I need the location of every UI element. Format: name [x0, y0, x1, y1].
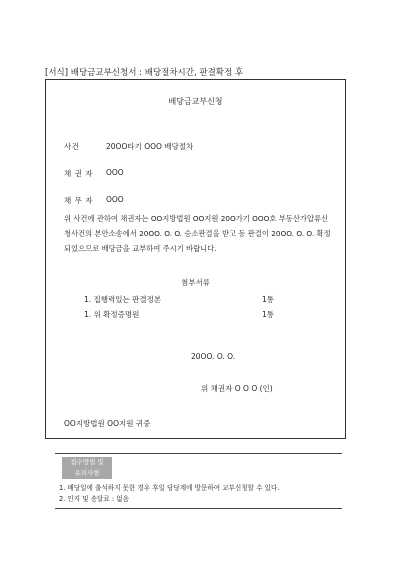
attachment-count: 1통	[261, 310, 274, 319]
attachment-item	[84, 294, 274, 305]
notes-item: 1. 배당일에 출석하지 못한 경우 후일 담당계에 방문하여 교부신청할 수 있다.	[59, 484, 280, 492]
attachment-item	[84, 309, 274, 320]
form-header: [서식] 배당금교부신청서 : 배당절차시간, 판결확정 후	[45, 68, 244, 78]
request-body-text: 위 사건에 관하여 채권자는 OO지방법원 OO지원 20O가기 OOO호 부동산가압류신청사건의 본안소송에서 20OO. O. O. 승소판결을 받고 동 판결이 20OO. O. O. 확정되었으므로 배당금을 교부하여 주시기 바랍니다.	[64, 214, 331, 253]
case-label: 사건	[64, 142, 80, 151]
case-value: 20OO타기 OOO 배당절차	[106, 142, 194, 151]
notes-heading-line: 접수방법 및	[70, 458, 104, 466]
document-title: 배당금교부신청	[168, 97, 223, 106]
attachment-label: 1. 위 확정증명원	[84, 310, 140, 319]
attachments-title: 첨부서류	[181, 278, 210, 287]
signature-line: 위 채권자 O O O (인)	[201, 384, 273, 393]
filing-date: 20OO. O. O.	[191, 352, 236, 361]
debtor-value: OOO	[106, 195, 124, 204]
notes-item: 2. 인지 및 송달료 : 없음	[59, 495, 129, 503]
court-addressee: OO지방법원 OO지원 귀중	[64, 419, 151, 428]
document-frame	[45, 79, 346, 439]
notes-list	[59, 483, 279, 505]
creditor-label: 채 권 자	[64, 169, 94, 178]
debtor-label: 채 무 자	[64, 196, 94, 205]
notes-box	[55, 453, 342, 509]
attachment-label: 1. 집행력있는 판결정본	[84, 295, 162, 304]
notes-heading	[62, 457, 112, 479]
attachment-count: 1통	[261, 295, 274, 304]
notes-heading-line: 유의사항	[74, 469, 100, 477]
creditor-value: OOO	[106, 168, 124, 177]
